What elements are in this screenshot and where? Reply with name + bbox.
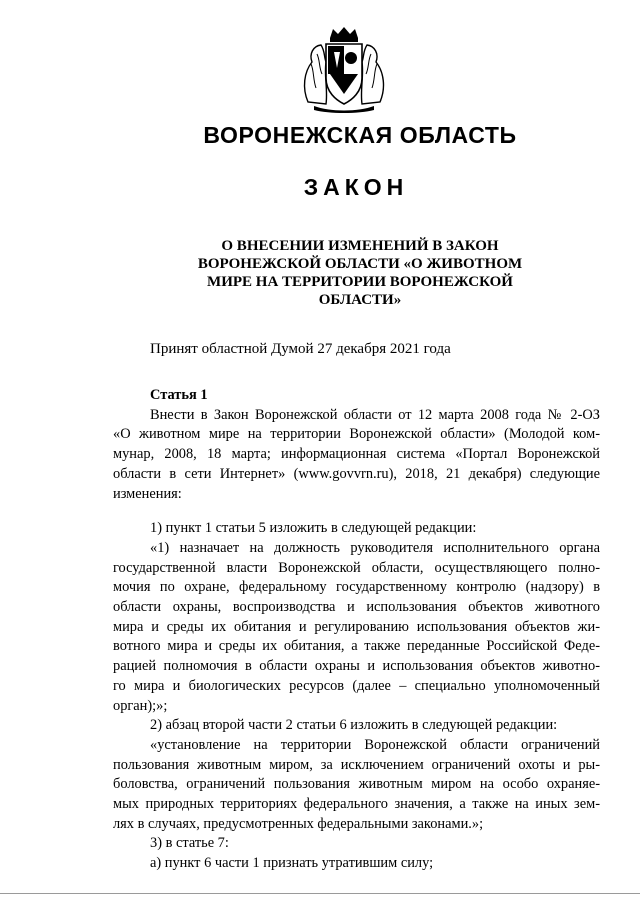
paragraph-gap xyxy=(113,504,600,519)
paragraph-line: «О животном мире на территории Воронежской области» (Молодой ком- xyxy=(113,426,600,443)
paragraph-line: мунар, 2008, 18 марта; информационная система «Портал Воронежской xyxy=(113,446,600,463)
page-bottom-rule xyxy=(0,893,640,894)
paragraph-line: пользования животным миром, за исключением ограничений охоты и ры- xyxy=(113,756,600,773)
paragraph-line: рацией полномочия в области охраны и использования объектов животно- xyxy=(113,658,600,675)
paragraph-line: мира и среды их обитания и регулированию использования объектов жи- xyxy=(113,618,600,635)
paragraph-line: мочия по охране, федеральному государственному контролю (надзору) в xyxy=(113,579,600,596)
adoption-note: Принят областной Думой 27 декабря 2021 года xyxy=(150,341,451,357)
region-name: ВОРОНЕЖСКАЯ ОБЛАСТЬ xyxy=(203,122,517,148)
paragraph-line: 3) в статье 7: xyxy=(150,835,229,852)
paragraph-line: мых природных территориях федерального значения, а также на иных зем- xyxy=(113,796,600,813)
paragraph-line: «1) назначает на должность руководителя исполнительного органа xyxy=(150,539,600,556)
law-body xyxy=(113,386,600,874)
article-heading: Статья 1 xyxy=(150,387,208,403)
paragraph-line: боловства, ограничений пользования животным миром на особо охраняе- xyxy=(113,776,600,793)
paragraph-line: изменения: xyxy=(113,485,182,502)
paragraph-line: области охраны, воспроизводства и использования объектов животного xyxy=(113,599,600,616)
paragraph-line: 2) абзац второй части 2 статьи 6 изложить в следующей редакции: xyxy=(150,717,558,734)
law-title-line: ВОРОНЕЖСКОЙ ОБЛАСТИ «О ЖИВОТНОМ xyxy=(197,256,523,272)
document-type: ЗАКОН xyxy=(303,174,409,200)
voronezh-coat-of-arms-icon xyxy=(300,24,388,114)
law-title xyxy=(0,237,640,309)
paragraph-line: вотного мира и среды их обитания, а также переданные Российской Феде- xyxy=(113,638,600,655)
paragraph-line: государственной власти Воронежской области, осуществляющего полно- xyxy=(113,559,600,576)
paragraph-line: лях в случаях, предусмотренных федеральными законами.»; xyxy=(113,815,484,832)
paragraph-line: орган);»; xyxy=(113,697,168,714)
paragraph-line: а) пункт 6 части 1 признать утратившим силу; xyxy=(150,855,434,872)
paragraph-line: области в сети Интернет» (www.govvrn.ru), 2018, 21 декабря) следующие xyxy=(113,465,600,482)
paragraph-line: «установление на территории Воронежской области ограничений xyxy=(150,736,600,753)
paragraph-line: 1) пункт 1 статьи 5 изложить в следующей редакции: xyxy=(150,520,477,537)
paragraph-line: Внести в Закон Воронежской области от 12 марта 2008 года № 2-ОЗ xyxy=(150,406,600,423)
law-title-line: МИРЕ НА ТЕРРИТОРИИ ВОРОНЕЖСКОЙ xyxy=(207,274,513,290)
law-title-line: О ВНЕСЕНИИ ИЗМЕНЕНИЙ В ЗАКОН xyxy=(221,238,499,254)
law-title-line: ОБЛАСТИ» xyxy=(318,292,402,308)
paragraph-line: го мира и биологических ресурсов (далее – специально уполномоченный xyxy=(113,677,600,694)
